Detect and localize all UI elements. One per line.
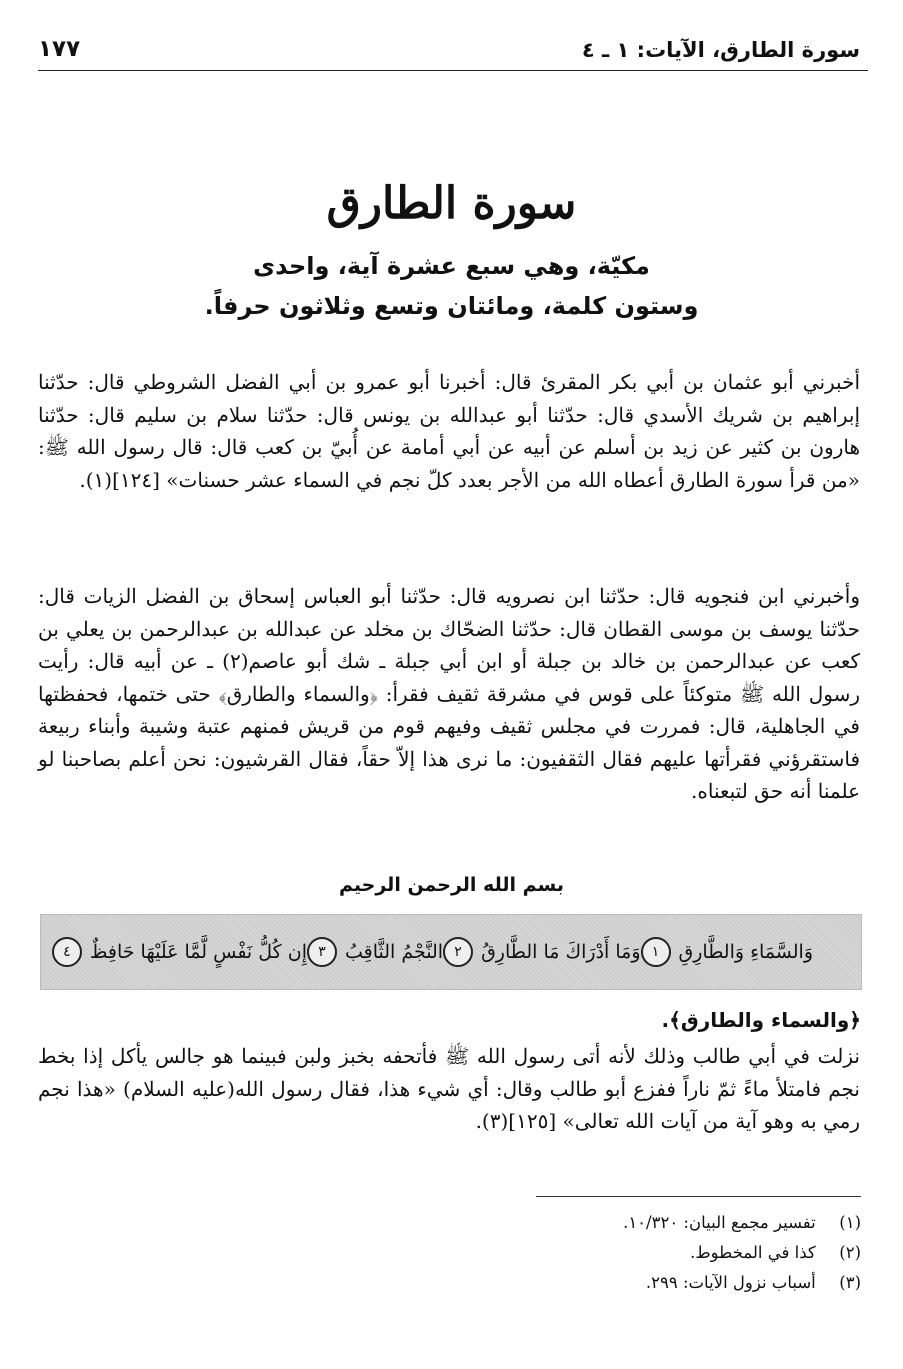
footnote-2: [361, 1238, 861, 1268]
running-title: سورة الطارق، الآيات: ١ ـ ٤: [581, 38, 860, 62]
page-header: [38, 34, 860, 74]
footnote-rule: [536, 1196, 861, 1197]
verse-quote-heading: ﴿والسماء والطارق﴾.: [661, 1008, 861, 1032]
page-number: ١٧٧: [38, 36, 81, 62]
ayah-text: وَالسَّمَاءِ وَالطَّارِقِ: [678, 941, 813, 963]
ayah-4: [52, 937, 307, 967]
ayah-text: إِن كُلُّ نَفْسٍ لَّمَّا عَلَيْهَا حَافِظٌ: [89, 941, 307, 963]
ayah-number-marker: ١: [641, 937, 671, 967]
ayah-number-marker: ٤: [52, 937, 82, 967]
footnote-number: (٣): [839, 1273, 861, 1292]
ayah-number-marker: ٢: [443, 937, 473, 967]
footnote-number: (١): [839, 1213, 861, 1232]
footnote-1: [361, 1208, 861, 1238]
ayah-3: [307, 937, 443, 967]
surah-subtitle-line2: وستون كلمة، ومائتان وتسع وثلاثون حرفاً.: [204, 292, 699, 320]
quran-verses-band: [40, 914, 862, 990]
surah-title: سورة الطارق: [326, 178, 577, 229]
footnote-number: (٢): [839, 1243, 861, 1262]
footnote-3: [361, 1268, 861, 1298]
paragraph-hadith-1: أخبرني أبو عثمان بن أبي بكر المقرئ قال: أخبرنا أبو عمرو بن أبي الفضل الشروطي قال: حدّثنا إبراهيم بن شريك الأسدي قال: حدّثنا أبو عبدالله بن يونس قال: حدّثنا سلام بن سليم قال: حدّثنا هارون بن كثير عن زيد بن أسلم عن أبيه عن أبي أمامة عن أُبيّ بن كعب قال: قال رسول الله ﷺ: «من قرأ سورة الطارق أعطاه الله من الأجر بعدد كلّ نجم في السماء عشر حسنات» [١٢٤](١).: [38, 370, 860, 492]
ayah-2: [443, 937, 640, 967]
footnotes: [361, 1208, 861, 1298]
footnote-text: كذا في المخطوط.: [690, 1243, 816, 1262]
footnote-text: أسباب نزول الآيات: ٢٩٩.: [645, 1273, 816, 1292]
footnote-text: تفسير مجمع البيان: ١٠/٣٢٠.: [623, 1213, 816, 1232]
ayah-text: النَّجْمُ الثَّاقِبُ: [344, 941, 444, 963]
ayah-number-marker: ٣: [307, 937, 337, 967]
basmala: بسم الله الرحمن الرحيم: [339, 874, 564, 896]
ayah-1: [641, 937, 813, 967]
paragraph-hadith-2: وأخبرني ابن فنجويه قال: حدّثنا ابن نصرويه قال: حدّثنا أبو العباس إسحاق بن الفضل الزيات قال: حدّثنا يوسف بن موسى القطان قال: حدّثنا الضحّاك بن مخلد عن عبدالله بن عبدالرحمن بن يعلي بن كعب عن عبدالرحمن بن خالد بن جبلة أو ابن أبي جبلة ـ شك أبو عاصم(٢) ـ عن أبيه قال: رأيت رسول الله ﷺ متوكئاً على قوس في مشرقة ثقيف فقرأ: ﴿والسماء والطارق﴾ حتى ختمها، فحفظتها في الجاهلية، قال: فمررت في مجلس ثقيف وفيهم قوم من قريش فمنهم عتبة وشيبة وأبناء ربيعة فاستقرؤني فقرأتها عليهم فقال الثقفيون: ما نرى هذا إلاّ حقاً، فقال القرشيون: نحن أعلم بصاحبنا لو علمنا أنه حق لتبعناه.: [38, 584, 860, 803]
ayah-text: وَمَا أَدْرَاكَ مَا الطَّارِقُ: [481, 941, 641, 963]
surah-subtitle-line1: مكيّة، وهي سبع عشرة آية، واحدى: [253, 252, 650, 280]
paragraph-commentary: نزلت في أبي طالب وذلك لأنه أتى رسول الله ﷺ فأتحفه بخبز ولبن فبينما هو جالس يأكل إذا بخط نجم فامتلأ ماءً ثمّ ناراً ففزع أبو طالب وقال: أي شيء هذا، فقال رسول الله(عليه السلام) «هذا نجم رمي به وهو آية من آيات الله تعالى» [١٢٥](٣).: [38, 1044, 860, 1133]
header-rule: [38, 70, 868, 71]
